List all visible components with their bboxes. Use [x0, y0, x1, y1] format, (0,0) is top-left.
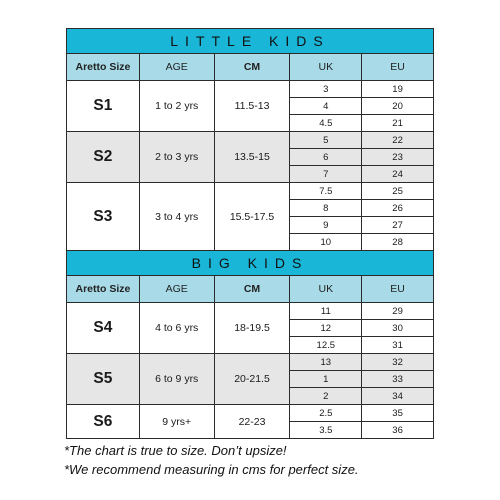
eu-cell: 19: [362, 81, 434, 98]
header-age: AGE: [139, 54, 214, 81]
eu-cell: 23: [362, 149, 434, 166]
header-age: AGE: [139, 276, 214, 303]
aretto-size-cell: S6: [67, 405, 140, 439]
table-row: [67, 183, 434, 200]
age-cell: 6 to 9 yrs: [139, 354, 214, 405]
cm-cell: 13.5-15: [214, 132, 290, 183]
eu-cell: 24: [362, 166, 434, 183]
uk-cell: 13: [290, 354, 362, 371]
uk-cell: 2: [290, 388, 362, 405]
uk-cell: 7: [290, 166, 362, 183]
aretto-size-cell: S4: [67, 303, 140, 354]
uk-cell: 12: [290, 320, 362, 337]
eu-cell: 27: [362, 217, 434, 234]
header-cm: CM: [214, 54, 290, 81]
uk-cell: 3.5: [290, 422, 362, 439]
age-cell: 2 to 3 yrs: [139, 132, 214, 183]
uk-cell: 9: [290, 217, 362, 234]
note-measure-cm: *We recommend measuring in cms for perfect size.: [64, 462, 359, 477]
section-banner-row: [67, 251, 434, 276]
uk-cell: 1: [290, 371, 362, 388]
cm-cell: 15.5-17.5: [214, 183, 290, 251]
table-row: [67, 405, 434, 422]
header-uk: UK: [290, 54, 362, 81]
cm-cell: 11.5-13: [214, 81, 290, 132]
eu-cell: 26: [362, 200, 434, 217]
header-aretto-size: Aretto Size: [67, 54, 140, 81]
notes: [64, 441, 484, 479]
age-cell: 3 to 4 yrs: [139, 183, 214, 251]
section-banner: BIG KIDS: [67, 251, 434, 276]
header-uk: UK: [290, 276, 362, 303]
eu-cell: 35: [362, 405, 434, 422]
eu-cell: 22: [362, 132, 434, 149]
uk-cell: 5: [290, 132, 362, 149]
eu-cell: 36: [362, 422, 434, 439]
eu-cell: 33: [362, 371, 434, 388]
table-row: [67, 132, 434, 149]
eu-cell: 31: [362, 337, 434, 354]
eu-cell: 25: [362, 183, 434, 200]
section-banner: LITTLE KIDS: [67, 29, 434, 54]
eu-cell: 32: [362, 354, 434, 371]
header-row: [67, 276, 434, 303]
uk-cell: 4.5: [290, 115, 362, 132]
uk-cell: 7.5: [290, 183, 362, 200]
eu-cell: 20: [362, 98, 434, 115]
uk-cell: 11: [290, 303, 362, 320]
header-row: [67, 54, 434, 81]
eu-cell: 30: [362, 320, 434, 337]
table-row: [67, 303, 434, 320]
uk-cell: 4: [290, 98, 362, 115]
eu-cell: 34: [362, 388, 434, 405]
cm-cell: 18-19.5: [214, 303, 290, 354]
uk-cell: 12.5: [290, 337, 362, 354]
uk-cell: 6: [290, 149, 362, 166]
uk-cell: 10: [290, 234, 362, 251]
aretto-size-cell: S2: [67, 132, 140, 183]
table-row: [67, 354, 434, 371]
uk-cell: 3: [290, 81, 362, 98]
table-row: [67, 81, 434, 98]
header-eu: EU: [362, 54, 434, 81]
header-cm: CM: [214, 276, 290, 303]
eu-cell: 21: [362, 115, 434, 132]
cm-cell: 20-21.5: [214, 354, 290, 405]
aretto-size-cell: S3: [67, 183, 140, 251]
header-aretto-size: Aretto Size: [67, 276, 140, 303]
header-eu: EU: [362, 276, 434, 303]
cm-cell: 22-23: [214, 405, 290, 439]
age-cell: 1 to 2 yrs: [139, 81, 214, 132]
section-banner-row: [67, 29, 434, 54]
eu-cell: 29: [362, 303, 434, 320]
uk-cell: 8: [290, 200, 362, 217]
aretto-size-cell: S5: [67, 354, 140, 405]
aretto-size-cell: S1: [67, 81, 140, 132]
size-chart-table: [66, 28, 434, 439]
uk-cell: 2.5: [290, 405, 362, 422]
note-true-to-size: *The chart is true to size. Don’t upsize!: [64, 443, 287, 458]
age-cell: 9 yrs+: [139, 405, 214, 439]
age-cell: 4 to 6 yrs: [139, 303, 214, 354]
eu-cell: 28: [362, 234, 434, 251]
